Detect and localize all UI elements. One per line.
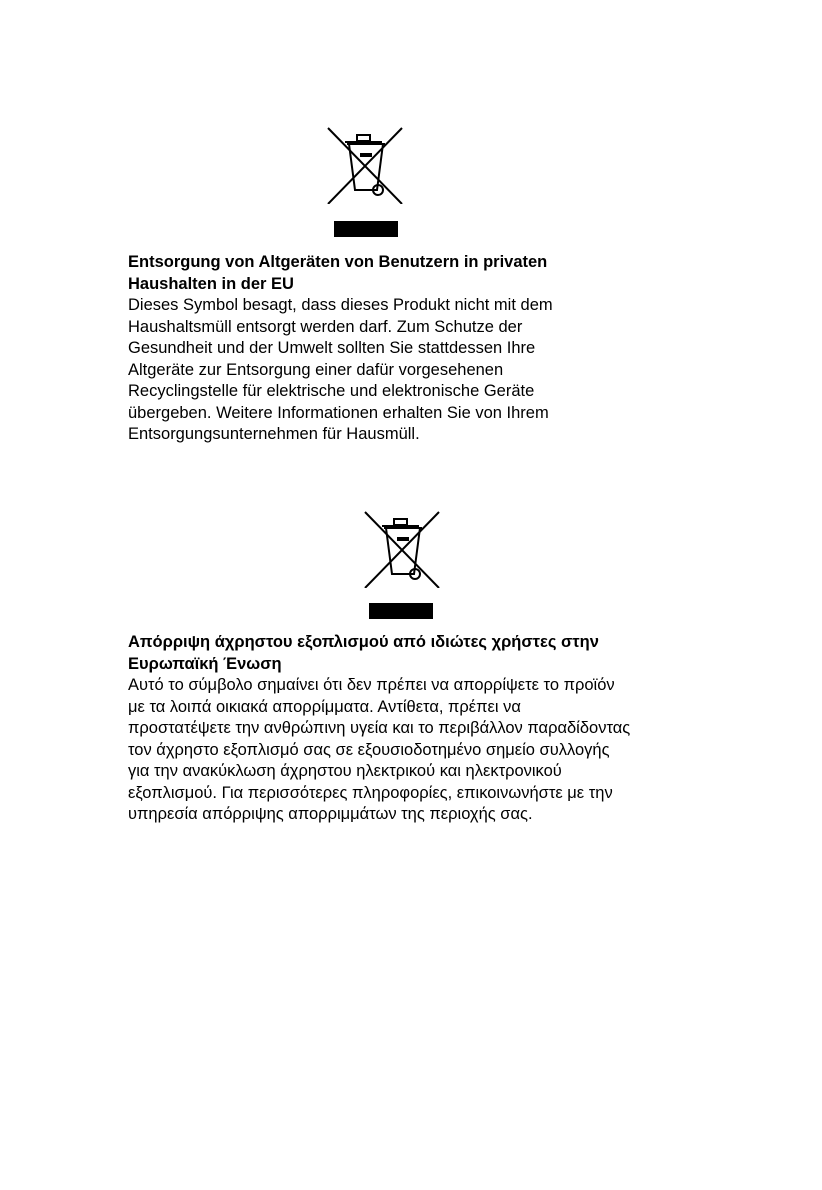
weee-symbol-el — [359, 508, 443, 624]
body-line: υπηρεσία απόρριψης απορριμμάτων της περιοχής σας. — [128, 805, 533, 823]
heading-line: Απόρριψη άχρηστου εξοπλισμού από ιδιώτες χρήστες στην — [128, 633, 599, 651]
heading-line: Ευρωπαϊκή Ένωση — [128, 654, 282, 673]
body-line: προστατέψετε την ανθρώπινη υγεία και το περιβάλλον παραδίδοντας — [128, 719, 631, 737]
weee-underline-bar — [369, 603, 433, 619]
body-line: Recyclingstelle für elektrische und elektronische Geräte — [128, 382, 535, 400]
section-heading — [128, 632, 688, 675]
section-heading — [128, 252, 688, 295]
body-line: τον άχρηστο εξοπλισμό σας σε εξουσιοδοτημένο σημείο συλλογής — [128, 740, 610, 759]
weee-symbol-de — [322, 124, 406, 240]
body-line: Αυτό το σύμβολο σημαίνει ότι δεν πρέπει να απορρίψετε το προϊόν — [128, 676, 615, 694]
body-line: Altgeräte zur Entsorgung einer dafür vorgesehenen — [128, 360, 504, 379]
body-line: Entsorgungsunternehmen für Hausmüll. — [128, 425, 420, 443]
body-line: για την ανακύκλωση άχρηστου ηλεκτρικού και ηλεκτρονικού — [128, 762, 562, 780]
heading-line: Entsorgung von Altgeräten von Benutzern in privaten — [128, 253, 548, 271]
section-body — [128, 675, 688, 826]
body-line: Gesundheit und der Umwelt sollten Sie stattdessen Ihre — [128, 339, 536, 357]
weee-underline-bar — [334, 221, 398, 237]
body-line: εξοπλισμού. Για περισσότερες πληροφορίες, επικοινωνήστε με την — [128, 783, 613, 802]
crossed-out-wheeled-bin-icon — [322, 124, 406, 204]
section-body — [128, 295, 688, 446]
body-line: Haushaltsmüll entsorgt werden darf. Zum Schutze der — [128, 317, 523, 336]
crossed-out-wheeled-bin-icon — [359, 508, 443, 588]
section-de — [128, 252, 688, 446]
section-el — [128, 632, 688, 826]
heading-line: Haushalten in der EU — [128, 274, 294, 293]
body-line: Dieses Symbol besagt, dass dieses Produkt nicht mit dem — [128, 296, 553, 314]
body-line: übergeben. Weitere Informationen erhalten Sie von Ihrem — [128, 403, 549, 422]
body-line: με τα λοιπά οικιακά απορρίμματα. Αντίθετα, πρέπει να — [128, 697, 521, 716]
